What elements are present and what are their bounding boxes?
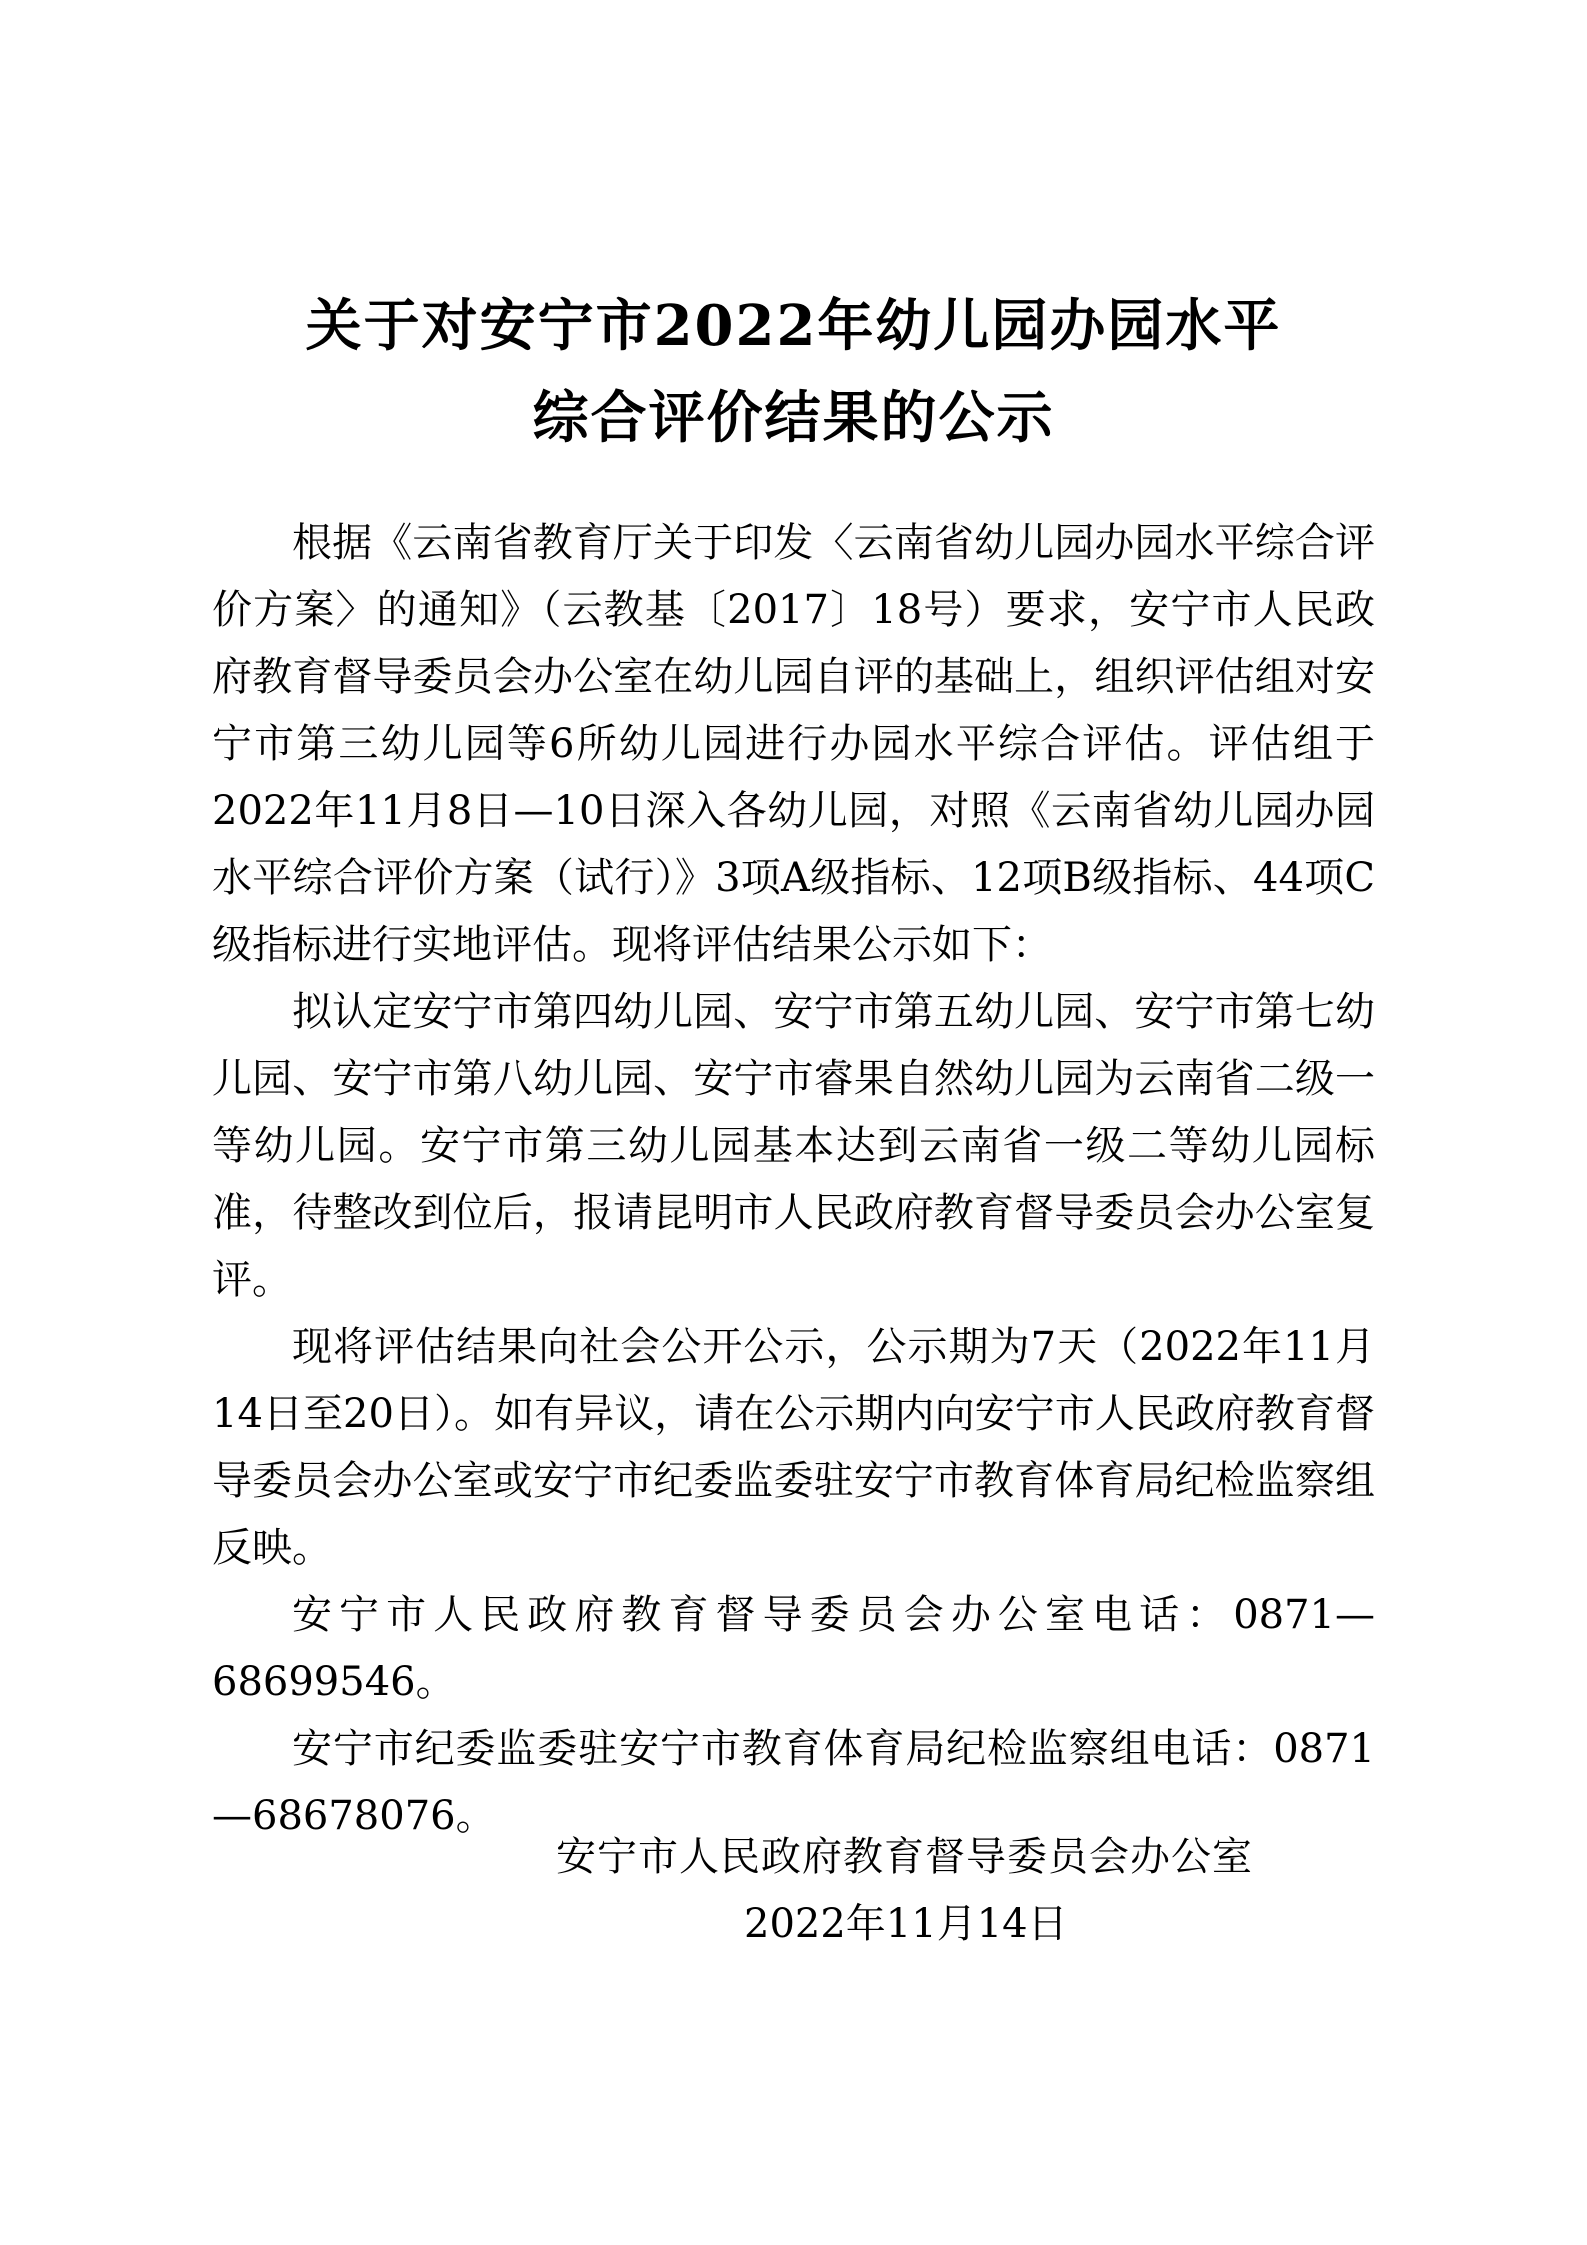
- document-body: [212, 510, 1375, 1850]
- document-title-line-2: 综合评价结果的公示: [532, 385, 1055, 451]
- body-paragraph-phone-2: 安宁市纪委监委驻安宁市教育体育局纪检监察组电话：0871—68678076。: [212, 1726, 1375, 1839]
- document-title-line-1: 关于对安宁市2022年幼儿园办园水平: [305, 293, 1282, 359]
- body-paragraph-result: 拟认定安宁市第四幼儿园、安宁市第五幼儿园、安宁市第七幼儿园、安宁市第八幼儿园、安宁市睿果自然幼儿园为云南省二级一等幼儿园。安宁市第三幼儿园基本达到云南省一级二等幼儿园标准，待整改到位后，报请昆明市人民政府教育督导委员会办公室复评。: [212, 989, 1375, 1303]
- body-paragraph-publicity: 现将评估结果向社会公开公示，公示期为7天（2022年11月14日至20日）。如有异议，请在公示期内向安宁市人民政府教育督导委员会办公室或安宁市纪委监委驻安宁市教育体育局纪检监察组反映。: [212, 1324, 1375, 1571]
- signature-organization: 安宁市人民政府教育督导委员会办公室: [556, 1834, 1253, 1880]
- body-paragraph-basis: 根据《云南省教育厅关于印发〈云南省幼儿园办园水平综合评价方案〉的通知》（云教基〔2017〕18号）要求，安宁市人民政府教育督导委员会办公室在幼儿园自评的基础上，组织评估组对安宁市第三幼儿园等6所幼儿园进行办园水平综合评估。评估组于2022年11月8日—10日深入各幼儿园，对照《云南省幼儿园办园水平综合评价方案（试行）》3项A级指标、12项B级指标、44项C级指标进行实地评估。现将评估结果公示如下：: [212, 520, 1375, 968]
- signature-date: 2022年11月14日: [744, 1901, 1068, 1947]
- body-paragraph-phone-1: 安宁市人民政府教育督导委员会办公室电话：0871—68699546。: [212, 1592, 1375, 1705]
